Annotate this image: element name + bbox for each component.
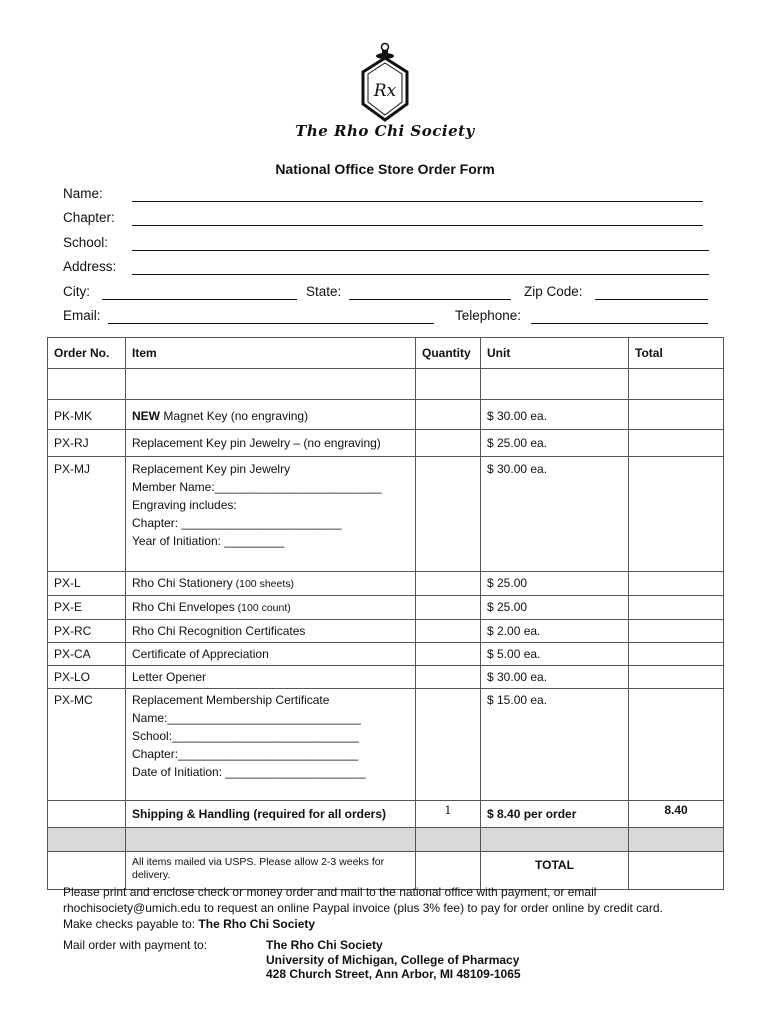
shipping-item: Shipping & Handling (required for all orders) — [126, 801, 416, 828]
mail-label: Mail order with payment to: — [63, 938, 208, 952]
shipping-note: All items mailed via USPS. Please allow 2-3 weeks for delivery. — [126, 852, 416, 890]
cert-chapter-line[interactable]: Chapter:___________________________ — [132, 747, 359, 761]
order-no-cell: PX-LO — [48, 666, 126, 689]
item-cell: Rho Chi Stationery (100 sheets) — [126, 572, 416, 596]
total-cell[interactable] — [629, 596, 724, 620]
table-row — [48, 457, 724, 572]
item-cell — [126, 457, 416, 572]
name-field[interactable] — [63, 186, 710, 206]
total-cell[interactable] — [629, 457, 724, 572]
telephone-label: Telephone: — [455, 308, 522, 323]
mailing-address — [266, 938, 521, 982]
header-order-no: Order No. — [48, 338, 126, 369]
order-no-cell: PX-E — [48, 596, 126, 620]
unit-cell: $ 2.00 ea. — [481, 620, 629, 643]
quantity-cell[interactable] — [416, 689, 481, 801]
address-label: Address: — [63, 259, 117, 274]
zip-line[interactable] — [595, 299, 708, 300]
quantity-cell[interactable] — [416, 430, 481, 457]
shipping-unit: $ 8.40 per order — [481, 801, 629, 828]
table-row — [48, 430, 724, 457]
order-no-cell: PK-MK — [48, 400, 126, 430]
quantity-cell[interactable] — [416, 666, 481, 689]
city-label: City: — [63, 284, 90, 299]
member-name-line[interactable]: Member Name:_________________________ — [132, 480, 382, 494]
order-no-cell: PX-MJ — [48, 457, 126, 572]
header-item: Item — [126, 338, 416, 369]
address-line[interactable] — [132, 274, 709, 275]
total-cell[interactable] — [629, 572, 724, 596]
item-cell: Rho Chi Envelopes (100 count) — [126, 596, 416, 620]
unit-cell: $ 30.00 ea. — [481, 400, 629, 430]
header-quantity: Quantity — [416, 338, 481, 369]
total-cell[interactable] — [629, 689, 724, 801]
quantity-cell[interactable] — [416, 643, 481, 666]
order-no-cell: PX-MC — [48, 689, 126, 801]
table-row — [48, 643, 724, 666]
unit-cell: $ 25.00 — [481, 596, 629, 620]
order-no-cell: PX-L — [48, 572, 126, 596]
header-total: Total — [629, 338, 724, 369]
name-line[interactable] — [132, 201, 703, 202]
email-telephone-row — [63, 308, 710, 328]
unit-cell: $ 25.00 ea. — [481, 430, 629, 457]
blank-row — [48, 369, 724, 400]
shipping-row — [48, 801, 724, 828]
instructions-line-3: Make checks payable to: The Rho Chi Society — [63, 917, 316, 931]
engraving-label: Engraving includes: — [132, 498, 237, 512]
unit-cell: $ 5.00 ea. — [481, 643, 629, 666]
shipping-quantity: 1 — [416, 801, 481, 828]
quantity-cell[interactable] — [416, 369, 481, 400]
unit-cell: $ 30.00 ea. — [481, 457, 629, 572]
separator-row — [48, 828, 724, 852]
city-line[interactable] — [102, 299, 297, 300]
new-badge: NEW — [132, 409, 160, 423]
total-cell[interactable] — [629, 400, 724, 430]
item-text: Replacement Key pin Jewelry — [132, 462, 291, 476]
quantity-cell[interactable] — [416, 400, 481, 430]
society-logo — [355, 42, 415, 124]
cert-name-line[interactable]: Name:_____________________________ — [132, 711, 361, 725]
school-field[interactable] — [63, 235, 710, 255]
table-row — [48, 689, 724, 801]
state-label: State: — [306, 284, 342, 299]
table-row — [48, 572, 724, 596]
instructions-line-1: Please print and enclose check or money order and mail to the national office with payment, or email — [63, 885, 597, 899]
name-label: Name: — [63, 186, 103, 201]
quantity-cell[interactable] — [416, 620, 481, 643]
item-cell: Letter Opener — [126, 666, 416, 689]
chapter-line[interactable] — [132, 225, 703, 226]
year-line[interactable]: Year of Initiation: _________ — [132, 534, 285, 548]
total-label: TOTAL — [481, 852, 629, 890]
chapter-field[interactable] — [63, 210, 710, 230]
city-state-zip-row — [63, 284, 710, 304]
cert-school-line[interactable]: School:____________________________ — [132, 729, 359, 743]
item-text: Magnet Key (no engraving) — [160, 409, 309, 423]
table-header-row — [48, 338, 724, 369]
instructions-line-2: rhochisociety@umich.edu to request an online Paypal invoice (plus 3% fee) to pay for order online by credit card. — [63, 901, 663, 915]
email-line[interactable] — [108, 323, 434, 324]
order-table — [47, 337, 724, 890]
unit-cell: $ 30.00 ea. — [481, 666, 629, 689]
unit-cell: $ 15.00 ea. — [481, 689, 629, 801]
item-cell: Replacement Key pin Jewelry – (no engraving) — [126, 430, 416, 457]
item-cell — [126, 689, 416, 801]
quantity-cell[interactable] — [416, 457, 481, 572]
chapter-label: Chapter: — [63, 210, 115, 225]
quantity-cell[interactable] — [416, 572, 481, 596]
item-text: Replacement Membership Certificate — [132, 693, 330, 707]
school-label: School: — [63, 235, 109, 250]
table-row — [48, 596, 724, 620]
shipping-total: 8.40 — [629, 801, 724, 828]
form-title: National Office Store Order Form — [275, 161, 495, 177]
telephone-line[interactable] — [531, 323, 708, 324]
address-field[interactable] — [63, 259, 710, 279]
total-cell[interactable] — [629, 620, 724, 643]
total-cell[interactable] — [629, 666, 724, 689]
logo-monogram: Rx — [373, 81, 397, 101]
address-line-3: 428 Church Street, Ann Arbor, MI 48109-1065 — [266, 967, 521, 981]
order-no-cell: PX-CA — [48, 643, 126, 666]
quantity-cell[interactable] — [416, 596, 481, 620]
address-line-2: University of Michigan, College of Pharmacy — [266, 952, 520, 967]
total-cell[interactable] — [629, 643, 724, 666]
school-line[interactable] — [132, 250, 709, 251]
header-unit: Unit — [481, 338, 629, 369]
table-row — [48, 620, 724, 643]
society-name: The Rho Chi Society — [295, 122, 475, 140]
chapter-line[interactable]: Chapter: ________________________ — [132, 516, 342, 530]
item-cell: Certificate of Appreciation — [126, 643, 416, 666]
address-line-1: The Rho Chi Society — [266, 938, 383, 952]
order-no-cell: PX-RC — [48, 620, 126, 643]
table-row — [48, 400, 724, 430]
cert-date-line[interactable]: Date of Initiation: _____________________ — [132, 765, 366, 779]
payable-to: The Rho Chi Society — [198, 917, 316, 931]
zip-label: Zip Code: — [524, 284, 583, 299]
state-line[interactable] — [349, 299, 511, 300]
table-row — [48, 666, 724, 689]
item-cell: Rho Chi Recognition Certificates — [126, 620, 416, 643]
total-cell[interactable] — [629, 430, 724, 457]
item-cell — [126, 400, 416, 430]
email-label: Email: — [63, 308, 101, 323]
total-cell[interactable] — [629, 369, 724, 400]
order-no-cell: PX-RJ — [48, 430, 126, 457]
payment-instructions — [63, 884, 733, 932]
unit-cell: $ 25.00 — [481, 572, 629, 596]
